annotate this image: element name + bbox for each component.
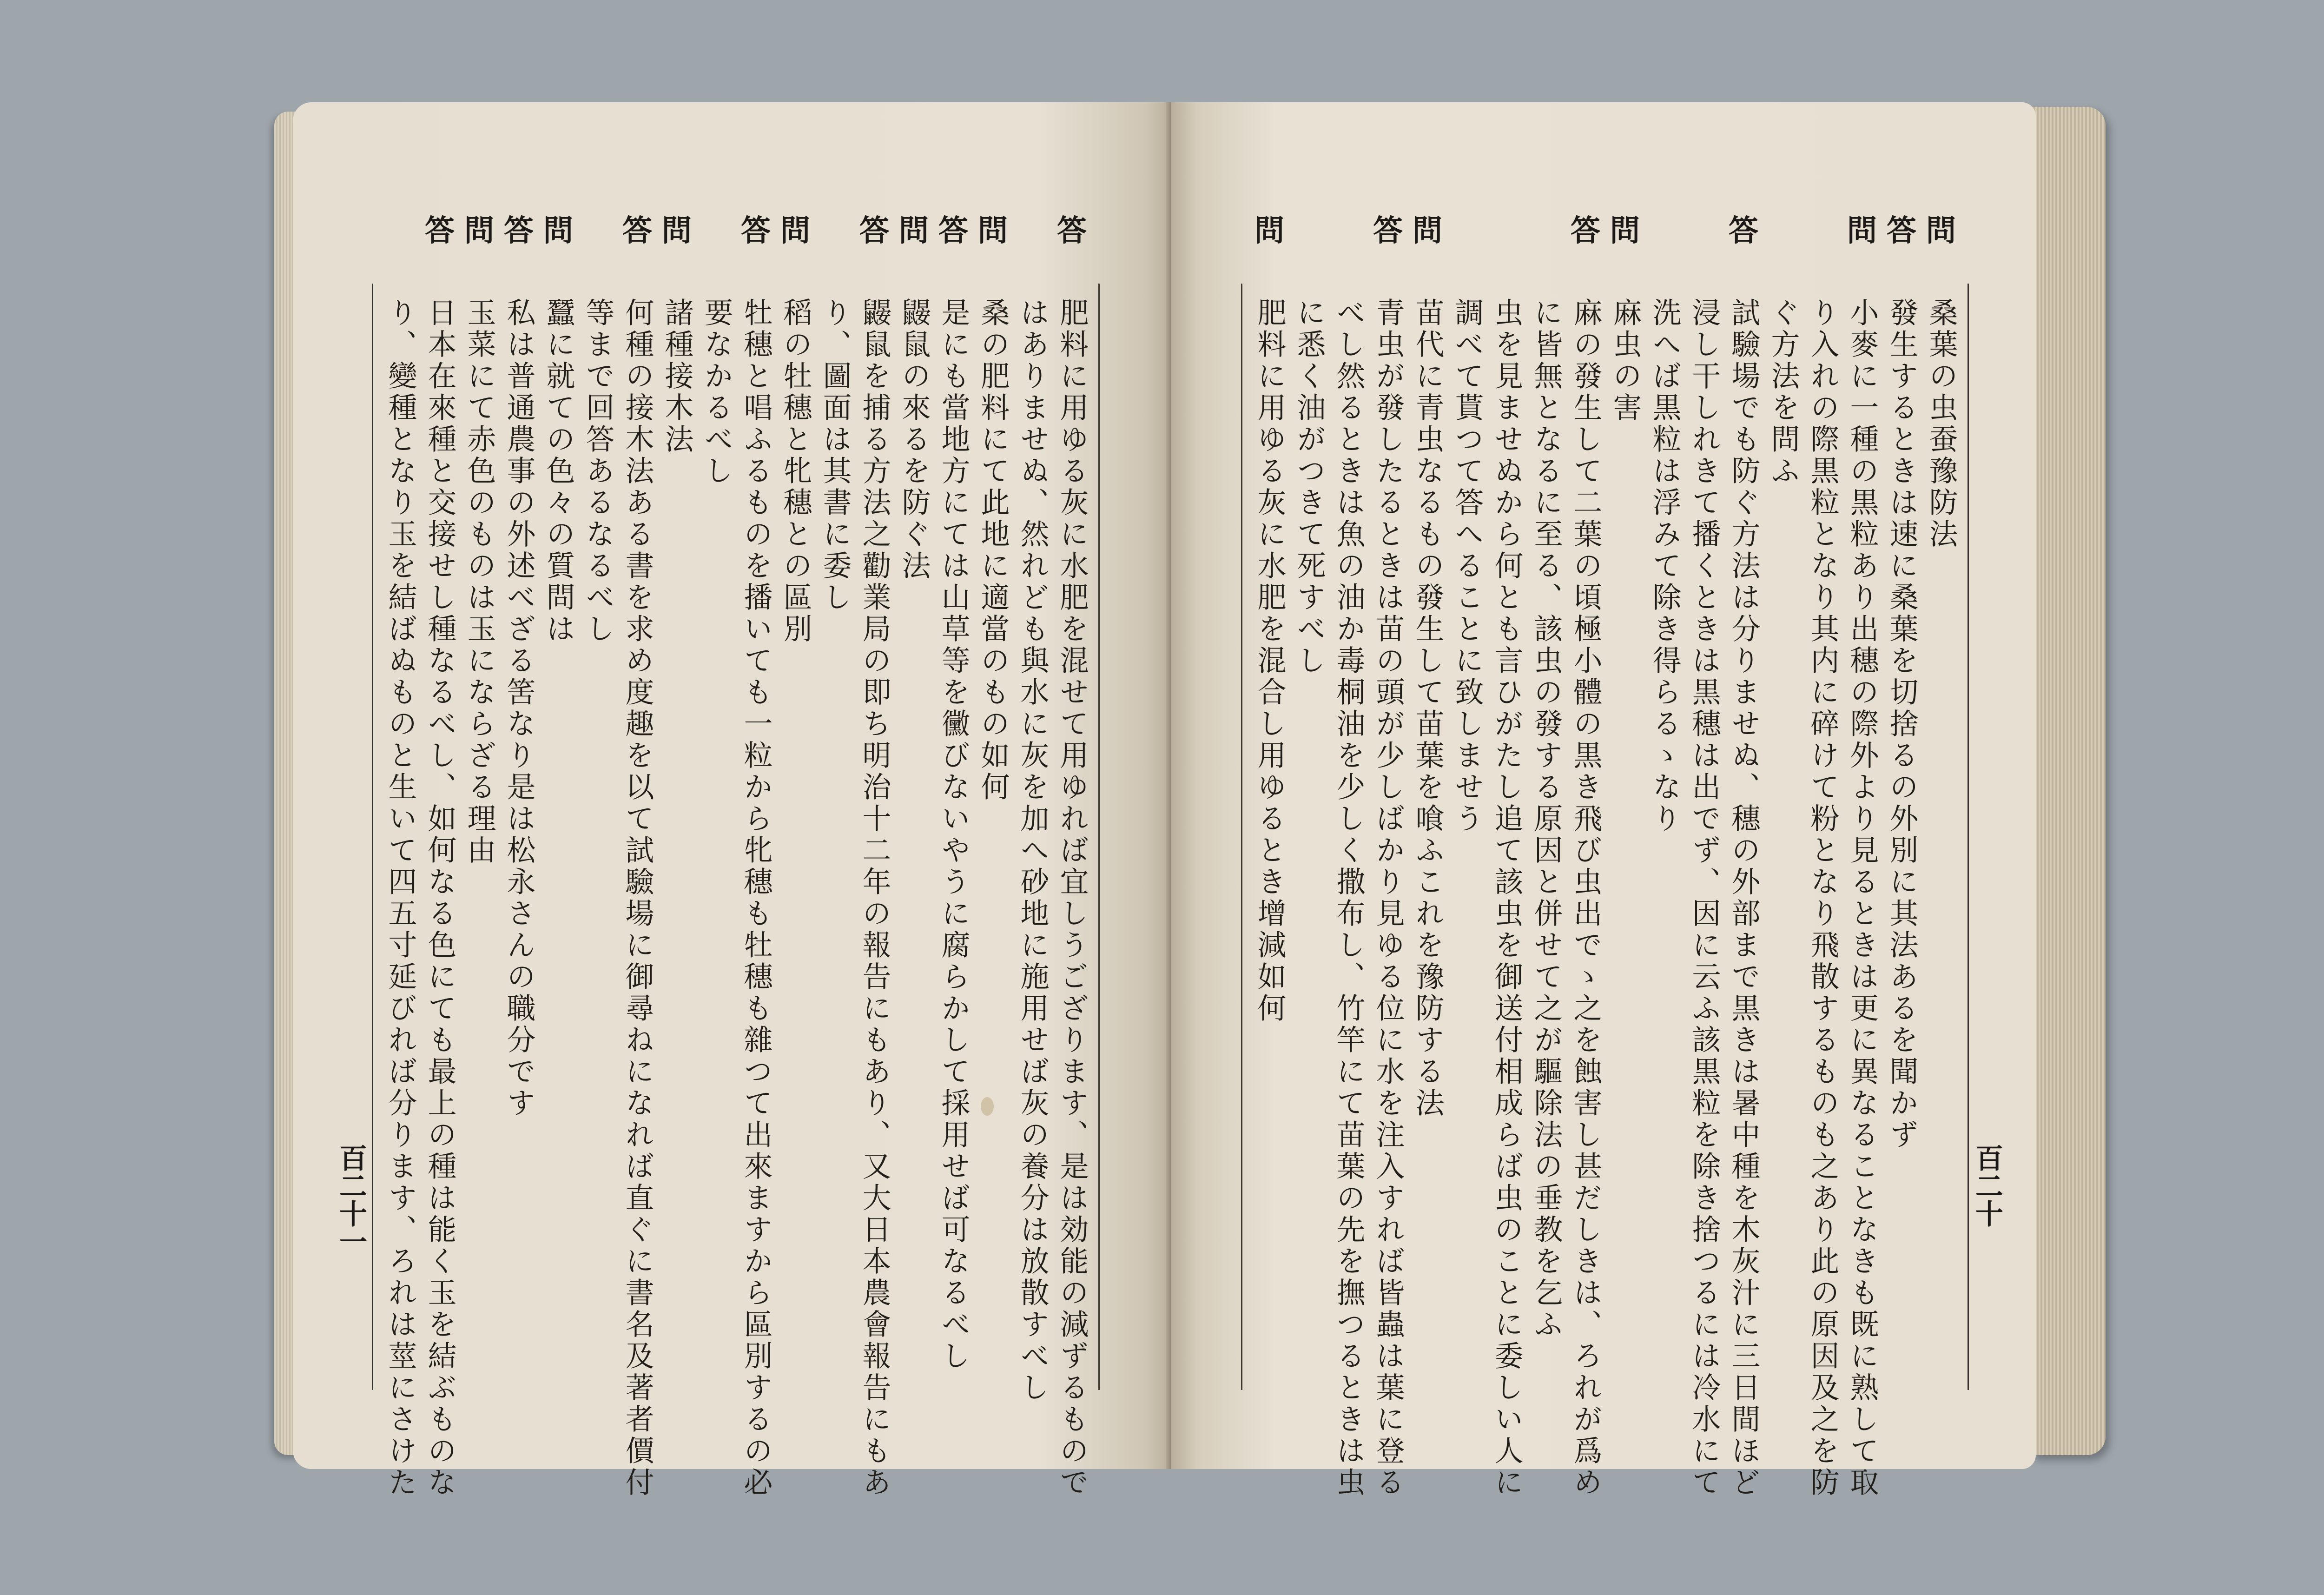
- column-text: 麻の發生して二葉の頃極小體の黒き飛び虫出でゝ之を蝕害し甚だしきは、ろれが爲め: [1569, 298, 1603, 1499]
- column-text: 私は普通農事の外述べざる筈なり是は松永さんの職分です: [502, 298, 536, 1119]
- qa-marker: 問: [1254, 213, 1284, 248]
- text-column: [976, 213, 1010, 803]
- qa-marker: 答: [1373, 213, 1403, 248]
- page-edges-right: [2031, 107, 2106, 1455]
- qa-marker: 問: [662, 213, 692, 248]
- text-column: [1489, 298, 1524, 1499]
- qa-marker: 答: [938, 213, 968, 248]
- text-column: [1371, 213, 1405, 1499]
- text-column: [1687, 298, 1721, 1499]
- text-column: [739, 213, 773, 1499]
- column-text: 肥料に用ゆる灰に水肥を混合し用ゆるとき增減如何: [1253, 298, 1287, 1025]
- qa-marker: 答: [622, 213, 652, 248]
- column-text: 桑の肥料にて此地に適當のもの如何: [976, 298, 1010, 803]
- column-text: ぐ方法を問ふ: [1766, 298, 1800, 487]
- text-column: [1252, 213, 1287, 1025]
- right-text-frame: [1241, 213, 1969, 1499]
- text-column: [1015, 298, 1050, 1404]
- text-column: [897, 213, 931, 582]
- qa-marker: 答: [859, 213, 889, 248]
- qa-marker: 問: [899, 213, 929, 248]
- text-column: [423, 213, 457, 1499]
- text-column: [1568, 213, 1603, 1499]
- column-text: 鼹鼠を捕る方法之勸業局の即ち明治十二年の報告にもあり、又大日本農會報告にもあ: [858, 298, 891, 1499]
- column-text: 虫を見ませぬから何とも言ひがたし追て該虫を御送付相成らば虫のことに委しい人に: [1490, 298, 1524, 1499]
- text-column: [1845, 213, 1879, 1499]
- qa-marker: 答: [1571, 213, 1600, 248]
- text-column: [660, 213, 694, 456]
- column-text: 是にも當地方にては山草等を黴びないやうに腐らかして採用せば可なるべし: [937, 298, 971, 1372]
- column-text: 玉菜にて赤色のものは玉にならざる理由: [462, 298, 496, 867]
- text-column: [581, 298, 615, 645]
- qa-marker: 問: [978, 213, 1008, 248]
- text-column: [699, 298, 733, 487]
- right-page-number: 百二十: [1971, 1144, 2003, 1227]
- text-column: [620, 213, 654, 1499]
- qa-marker: 問: [1847, 213, 1877, 248]
- qa-marker: 問: [1610, 213, 1640, 248]
- qa-marker: 問: [464, 213, 494, 248]
- text-column: [1924, 213, 1958, 550]
- text-column: [1608, 213, 1642, 424]
- qa-marker: 問: [543, 213, 573, 248]
- text-column: [1410, 213, 1445, 1119]
- left-page: [293, 102, 1171, 1499]
- text-column: [1647, 298, 1682, 835]
- open-book: [274, 98, 2106, 1499]
- column-text: はありませぬ、然れども與水に灰を加へ砂地に施用せば灰の養分は放散すべし: [1016, 298, 1050, 1404]
- column-text: 麻虫の害: [1608, 298, 1642, 424]
- column-text: 試驗場でも防ぐ方法は分りませぬ、穗の外部まで黒きは暑中種を木灰汁に三日間ほど: [1727, 298, 1761, 1499]
- text-column: [1055, 213, 1089, 1499]
- column-text: 諸種接木法: [660, 298, 694, 456]
- left-page-number: 百二十一: [335, 1144, 367, 1255]
- column-text: 洗へば黒粒は浮みて除き得らるゝなり: [1648, 298, 1682, 835]
- text-column: [462, 213, 496, 867]
- text-column: [1726, 213, 1761, 1499]
- qa-marker: 問: [1413, 213, 1442, 248]
- qa-marker: 答: [1729, 213, 1758, 248]
- column-text: 稻の牡穗と牝穗との區別: [779, 298, 812, 645]
- column-text: 青虫が發したるときは苗の頭が少しばかり見ゆる位に水を注入すれば皆蟲は葉に登る: [1371, 298, 1405, 1499]
- text-column: [1766, 298, 1800, 487]
- column-text: べし然るときは魚の油か毒桐油を少しく撒布し、竹竿にて苗葉の先を撫つるときは虫: [1332, 298, 1366, 1499]
- column-text: 鼹鼠の來るを防ぐ法: [897, 298, 931, 582]
- column-text: 調べて貰つて答へることに致しませう: [1450, 298, 1484, 835]
- text-column: [502, 213, 536, 1119]
- text-column: [1529, 298, 1563, 1341]
- qa-marker: 問: [780, 213, 810, 248]
- text-column: [778, 213, 812, 645]
- qa-marker: 答: [504, 213, 534, 248]
- right-page: [1171, 102, 2036, 1499]
- column-text: り入れの際黒粒となり其内に碎けて粉となり飛散するものも之あり此の原因及之を防: [1806, 298, 1840, 1499]
- column-text: 何種の接木法ある書を求め度趣を以て試驗場に御尋ねになれば直ぐに書名及著者價付: [621, 298, 654, 1499]
- qa-marker: 答: [1887, 213, 1916, 248]
- column-text: に皆無となるに至る、該虫の發する原因と併せて之が驅除法の垂教を乞ふ: [1529, 298, 1563, 1341]
- text-column: [1884, 213, 1919, 1151]
- column-text: 肥料に用ゆる灰に水肥を混せて用ゆれば宜しうござります、是は効能の減ずるもので: [1055, 298, 1089, 1499]
- left-text-frame: [372, 213, 1100, 1499]
- column-text: り、圖面は其書に委し: [818, 298, 852, 614]
- column-text: 浸し干しれきて播くときは黒穗は出でず、因に云ふ該黒粒を除き捨つるには冷水にて: [1687, 298, 1721, 1499]
- column-text: 苗代に青虫なるもの發生して苗葉を喰ふこれを豫防する法: [1411, 298, 1445, 1119]
- column-text: 發生するときは速に桑葉を切捨るの外別に其法あるを聞かず: [1885, 298, 1919, 1151]
- column-text: 日本在來種と交接せし種なるべし、如何なる色にても最上の種は能く玉を結ぶものな: [423, 298, 457, 1499]
- text-column: [1805, 298, 1840, 1499]
- text-column: [936, 213, 971, 1372]
- column-text: 等まで回答あるなるべし: [581, 298, 615, 645]
- text-column: [1450, 298, 1484, 835]
- column-text: り、變種となり玉を結ばぬものと生いて四五寸延びれば分ります、ろれは莖にさけた: [383, 298, 417, 1499]
- column-text: 桑葉の虫蚕豫防法: [1924, 298, 1958, 550]
- text-column: [1331, 298, 1366, 1499]
- column-text: 蠶に就ての色々の質問は: [541, 298, 575, 645]
- text-column: [857, 213, 891, 1499]
- column-text: 小麥に一種の黒粒あり出穗の際外より見るときは更に異なることなきも既に熟して取: [1845, 298, 1879, 1499]
- text-column: [383, 298, 417, 1499]
- text-column: [541, 213, 575, 645]
- qa-marker: 答: [1057, 213, 1087, 248]
- qa-marker: 答: [741, 213, 771, 248]
- column-text: 牡穗と唱ふるものを播いても一粒から牝穗も牡穗も雜つて出來ますから區別するの必: [739, 298, 773, 1499]
- column-text: 要なかるべし: [700, 298, 733, 487]
- paper-stain: [981, 1097, 994, 1116]
- column-text: に悉く油がつきて死すべし: [1292, 298, 1326, 677]
- qa-marker: 答: [425, 213, 455, 248]
- qa-marker: 問: [1926, 213, 1956, 248]
- text-column: [1292, 298, 1326, 677]
- text-column: [818, 298, 852, 614]
